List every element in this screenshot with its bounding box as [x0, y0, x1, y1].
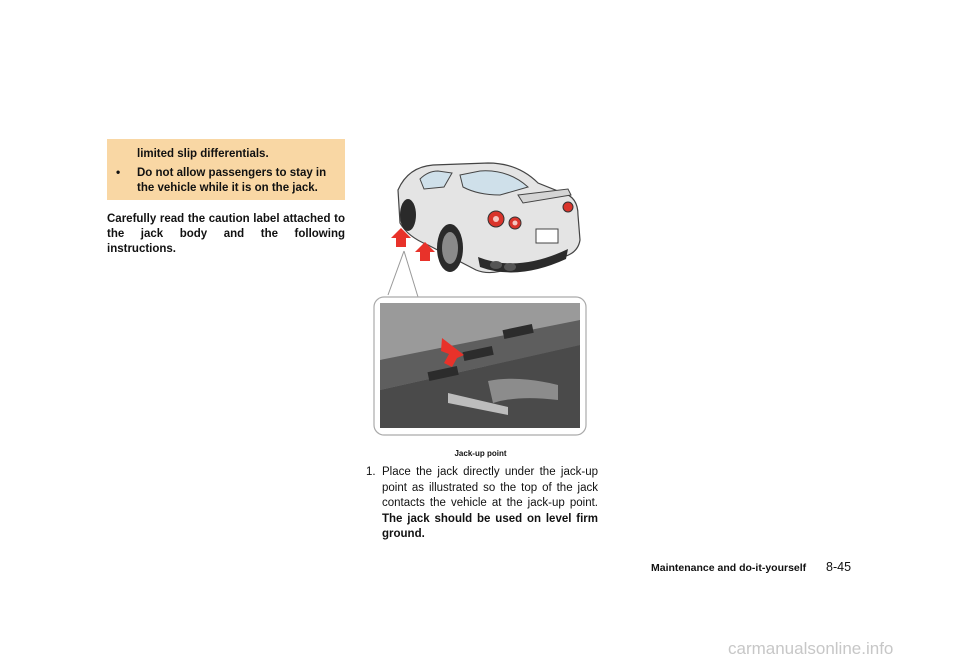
warning-line: limited slip differentials. [137, 148, 269, 160]
car-illustration [368, 145, 593, 445]
warning-line: Do not allow passengers to stay in [137, 167, 327, 179]
step-text: Place the jack directly under the jack-up point as illustrated so the top of the jack contacts the vehicle at the jack-up point. [382, 466, 598, 509]
footer-section-title: Maintenance and do-it-yourself [651, 562, 807, 574]
instruction-paragraph: Carefully read the caution label attached to the jack body and the following instructions. [107, 213, 345, 255]
warning-line: the vehicle while it is on the jack. [137, 182, 318, 194]
step-bold-text: The jack should be used on level firm ground. [382, 512, 598, 540]
watermark: carmanualsonline.info [728, 639, 894, 658]
jack-up-point-figure [368, 145, 593, 445]
step-number: 1. [366, 466, 376, 478]
page-number: 8-45 [826, 560, 852, 574]
step-body [382, 465, 598, 543]
figure-caption: Jack-up point [454, 449, 507, 458]
warning-box [107, 139, 345, 200]
bullet-icon: • [116, 165, 121, 179]
